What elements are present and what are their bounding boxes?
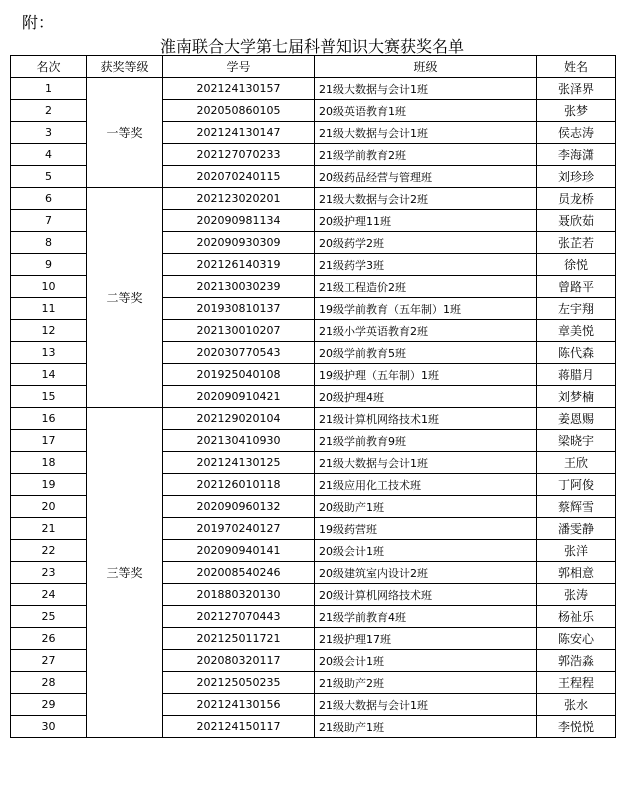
name-cell: 李悦悦 <box>537 716 616 738</box>
class-cell: 21级大数据与会计1班 <box>315 122 537 144</box>
student-id-cell: 202129020104 <box>163 408 315 430</box>
rank-cell: 5 <box>11 166 87 188</box>
student-id-cell: 202070240115 <box>163 166 315 188</box>
student-id-cell: 202124130147 <box>163 122 315 144</box>
name-cell: 蒋腊月 <box>537 364 616 386</box>
class-cell: 20级药品经营与管理班 <box>315 166 537 188</box>
student-id-cell: 201930810137 <box>163 298 315 320</box>
rank-cell: 24 <box>11 584 87 606</box>
class-cell: 20级计算机网络技术班 <box>315 584 537 606</box>
class-cell: 20级会计1班 <box>315 650 537 672</box>
name-cell: 蔡辉雪 <box>537 496 616 518</box>
student-id-cell: 202030770543 <box>163 342 315 364</box>
award-level-cell: 一等奖 <box>87 78 163 188</box>
student-id-cell: 201880320130 <box>163 584 315 606</box>
rank-cell: 23 <box>11 562 87 584</box>
student-id-cell: 202090960132 <box>163 496 315 518</box>
class-cell: 21级大数据与会计2班 <box>315 188 537 210</box>
rank-cell: 10 <box>11 276 87 298</box>
student-id-cell: 202126140319 <box>163 254 315 276</box>
name-cell: 左宇翔 <box>537 298 616 320</box>
class-cell: 21级学前教育9班 <box>315 430 537 452</box>
class-cell: 20级会计1班 <box>315 540 537 562</box>
name-cell: 员龙桥 <box>537 188 616 210</box>
name-cell: 聂欣茹 <box>537 210 616 232</box>
rank-cell: 17 <box>11 430 87 452</box>
rank-cell: 2 <box>11 100 87 122</box>
rank-cell: 7 <box>11 210 87 232</box>
student-id-cell: 202125050235 <box>163 672 315 694</box>
class-cell: 21级小学英语教育2班 <box>315 320 537 342</box>
name-cell: 郭浩淼 <box>537 650 616 672</box>
class-cell: 21级药学3班 <box>315 254 537 276</box>
rank-cell: 8 <box>11 232 87 254</box>
award-level-cell: 二等奖 <box>87 188 163 408</box>
table-row <box>11 188 616 210</box>
student-id-cell: 202124130156 <box>163 694 315 716</box>
class-cell: 20级学前教育5班 <box>315 342 537 364</box>
student-id-cell: 202090910421 <box>163 386 315 408</box>
class-cell: 19级药营班 <box>315 518 537 540</box>
student-id-cell: 202090940141 <box>163 540 315 562</box>
award-table <box>10 55 616 738</box>
document-title: 淮南联合大学第七届科普知识大赛获奖名单 <box>159 37 464 56</box>
name-cell: 张水 <box>537 694 616 716</box>
class-cell: 20级英语教育1班 <box>315 100 537 122</box>
rank-cell: 19 <box>11 474 87 496</box>
rank-cell: 11 <box>11 298 87 320</box>
name-cell: 丁阿俊 <box>537 474 616 496</box>
rank-cell: 6 <box>11 188 87 210</box>
name-cell: 张泽界 <box>537 78 616 100</box>
class-cell: 19级护理（五年制）1班 <box>315 364 537 386</box>
name-cell: 陈安心 <box>537 628 616 650</box>
rank-cell: 16 <box>11 408 87 430</box>
rank-cell: 26 <box>11 628 87 650</box>
name-cell: 潘雯静 <box>537 518 616 540</box>
class-cell: 21级学前教育2班 <box>315 144 537 166</box>
table-row <box>11 408 616 430</box>
table-body <box>11 78 616 738</box>
student-id-cell: 201925040108 <box>163 364 315 386</box>
attachment-label: 附： <box>22 13 55 32</box>
rank-cell: 15 <box>11 386 87 408</box>
rank-cell: 3 <box>11 122 87 144</box>
rank-cell: 30 <box>11 716 87 738</box>
name-cell: 张芷若 <box>537 232 616 254</box>
class-cell: 21级大数据与会计1班 <box>315 694 537 716</box>
col-header-class: 班级 <box>315 56 537 78</box>
name-cell: 曾路平 <box>537 276 616 298</box>
name-cell: 张洋 <box>537 540 616 562</box>
class-cell: 20级护理11班 <box>315 210 537 232</box>
table-header-row <box>11 56 616 78</box>
name-cell: 章美悦 <box>537 320 616 342</box>
student-id-cell: 202090930309 <box>163 232 315 254</box>
class-cell: 21级工程造价2班 <box>315 276 537 298</box>
rank-cell: 27 <box>11 650 87 672</box>
name-cell: 徐悦 <box>537 254 616 276</box>
class-cell: 20级建筑室内设计2班 <box>315 562 537 584</box>
name-cell: 姜恩赐 <box>537 408 616 430</box>
name-cell: 陈代森 <box>537 342 616 364</box>
class-cell: 21级计算机网络技术1班 <box>315 408 537 430</box>
class-cell: 21级大数据与会计1班 <box>315 78 537 100</box>
class-cell: 19级学前教育（五年制）1班 <box>315 298 537 320</box>
rank-cell: 20 <box>11 496 87 518</box>
name-cell: 梁晓宇 <box>537 430 616 452</box>
award-level-cell: 三等奖 <box>87 408 163 738</box>
student-id-cell: 202090981134 <box>163 210 315 232</box>
class-cell: 21级助产1班 <box>315 716 537 738</box>
student-id-cell: 202125011721 <box>163 628 315 650</box>
name-cell: 王程程 <box>537 672 616 694</box>
rank-cell: 1 <box>11 78 87 100</box>
col-header-name: 姓名 <box>537 56 616 78</box>
student-id-cell: 202123020201 <box>163 188 315 210</box>
rank-cell: 29 <box>11 694 87 716</box>
class-cell: 21级护理17班 <box>315 628 537 650</box>
student-id-cell: 202127070233 <box>163 144 315 166</box>
table-row <box>11 78 616 100</box>
rank-cell: 28 <box>11 672 87 694</box>
name-cell: 刘梦楠 <box>537 386 616 408</box>
col-header-level: 获奖等级 <box>87 56 163 78</box>
student-id-cell: 202124130157 <box>163 78 315 100</box>
name-cell: 刘珍珍 <box>537 166 616 188</box>
rank-cell: 25 <box>11 606 87 628</box>
class-cell: 21级应用化工技术班 <box>315 474 537 496</box>
class-cell: 21级大数据与会计1班 <box>315 452 537 474</box>
student-id-cell: 202050860105 <box>163 100 315 122</box>
student-id-cell: 202127070443 <box>163 606 315 628</box>
student-id-cell: 202124150117 <box>163 716 315 738</box>
rank-cell: 9 <box>11 254 87 276</box>
rank-cell: 22 <box>11 540 87 562</box>
student-id-cell: 201970240127 <box>163 518 315 540</box>
name-cell: 郭相意 <box>537 562 616 584</box>
student-id-cell: 202130410930 <box>163 430 315 452</box>
rank-cell: 12 <box>11 320 87 342</box>
name-cell: 杨祉乐 <box>537 606 616 628</box>
class-cell: 20级助产1班 <box>315 496 537 518</box>
name-cell: 张梦 <box>537 100 616 122</box>
col-header-rank: 名次 <box>11 56 87 78</box>
class-cell: 20级药学2班 <box>315 232 537 254</box>
rank-cell: 13 <box>11 342 87 364</box>
student-id-cell: 202126010118 <box>163 474 315 496</box>
student-id-cell: 202130010207 <box>163 320 315 342</box>
name-cell: 侯志涛 <box>537 122 616 144</box>
rank-cell: 21 <box>11 518 87 540</box>
student-id-cell: 202008540246 <box>163 562 315 584</box>
rank-cell: 4 <box>11 144 87 166</box>
student-id-cell: 202124130125 <box>163 452 315 474</box>
rank-cell: 18 <box>11 452 87 474</box>
col-header-student-id: 学号 <box>163 56 315 78</box>
student-id-cell: 202080320117 <box>163 650 315 672</box>
class-cell: 20级护理4班 <box>315 386 537 408</box>
name-cell: 张涛 <box>537 584 616 606</box>
name-cell: 王欣 <box>537 452 616 474</box>
class-cell: 21级助产2班 <box>315 672 537 694</box>
class-cell: 21级学前教育4班 <box>315 606 537 628</box>
rank-cell: 14 <box>11 364 87 386</box>
student-id-cell: 202130030239 <box>163 276 315 298</box>
name-cell: 李海潇 <box>537 144 616 166</box>
